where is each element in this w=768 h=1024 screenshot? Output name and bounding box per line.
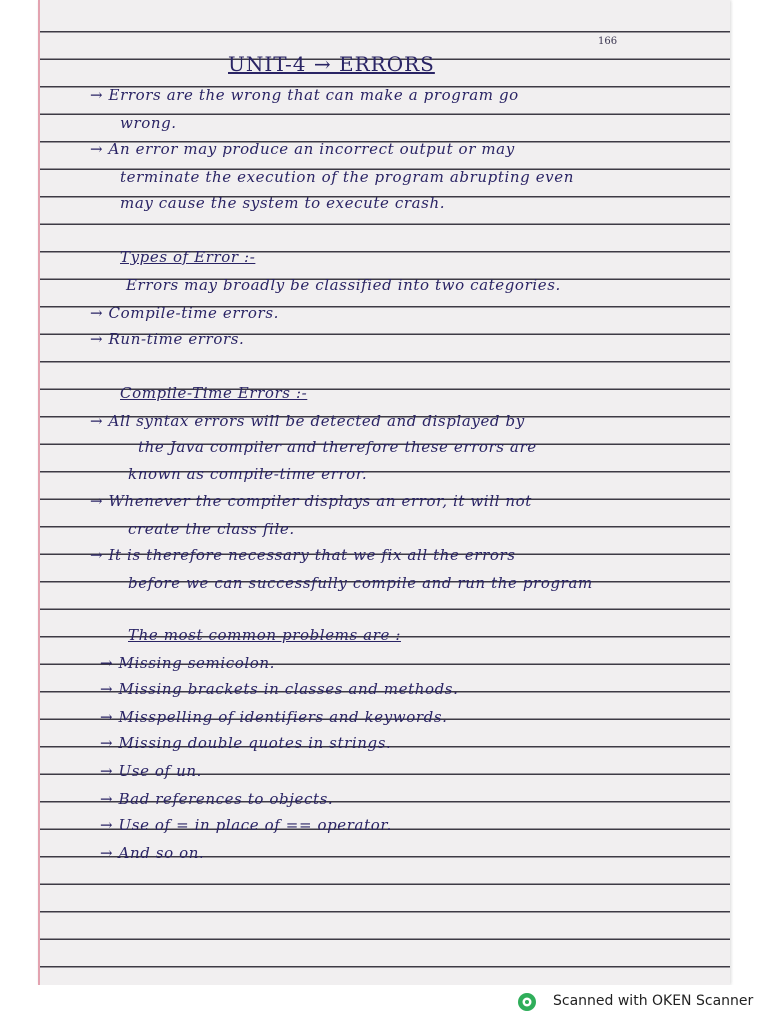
text-line: the Java compiler and therefore these errors are [138,438,537,456]
text-line: → Errors are the wrong that can make a program go [90,86,519,104]
list-item: → Misspelling of identifiers and keywords. [100,708,448,726]
text-line: → An error may produce an incorrect output or may [90,140,515,158]
list-item: → Use of = in place of == operator. [100,816,392,834]
text-line: → Run-time errors. [90,330,245,348]
text-line: → Whenever the compiler displays an error, it will not [90,492,532,510]
notebook-page [38,0,730,985]
section-heading: Types of Error :- [120,248,256,266]
oken-scanner-logo-icon [517,992,537,1012]
text-line: → It is therefore necessary that we fix all the errors [90,546,516,564]
list-item: → Missing semicolon. [100,654,276,672]
list-item: → Missing brackets in classes and methods. [100,680,459,698]
margin-line [38,0,40,985]
list-item: → Bad references to objects. [100,790,334,808]
section-heading: The most common problems are : [128,626,401,644]
text-line: create the class file. [128,520,295,538]
text-line: Errors may broadly be classified into two categories. [126,276,561,294]
text-line: before we can successfully compile and run the program [128,574,593,592]
text-line: known as compile-time error. [128,465,368,483]
text-line: may cause the system to execute crash. [120,194,446,212]
list-item: → Use of un. [100,762,202,780]
page-number: 166 [598,36,618,47]
page-title: UNIT-4 → ERRORS [228,52,435,76]
list-item: → Missing double quotes in strings. [100,734,392,752]
list-item: → And so on. [100,844,205,862]
text-line: wrong. [120,114,177,132]
text-line: → Compile-time errors. [90,304,279,322]
section-heading: Compile-Time Errors :- [120,384,308,402]
text-line: → All syntax errors will be detected and displayed by [90,412,525,430]
text-line: terminate the execution of the program abrupting even [120,168,574,186]
scanner-watermark-text: Scanned with OKEN Scanner [553,993,754,1009]
